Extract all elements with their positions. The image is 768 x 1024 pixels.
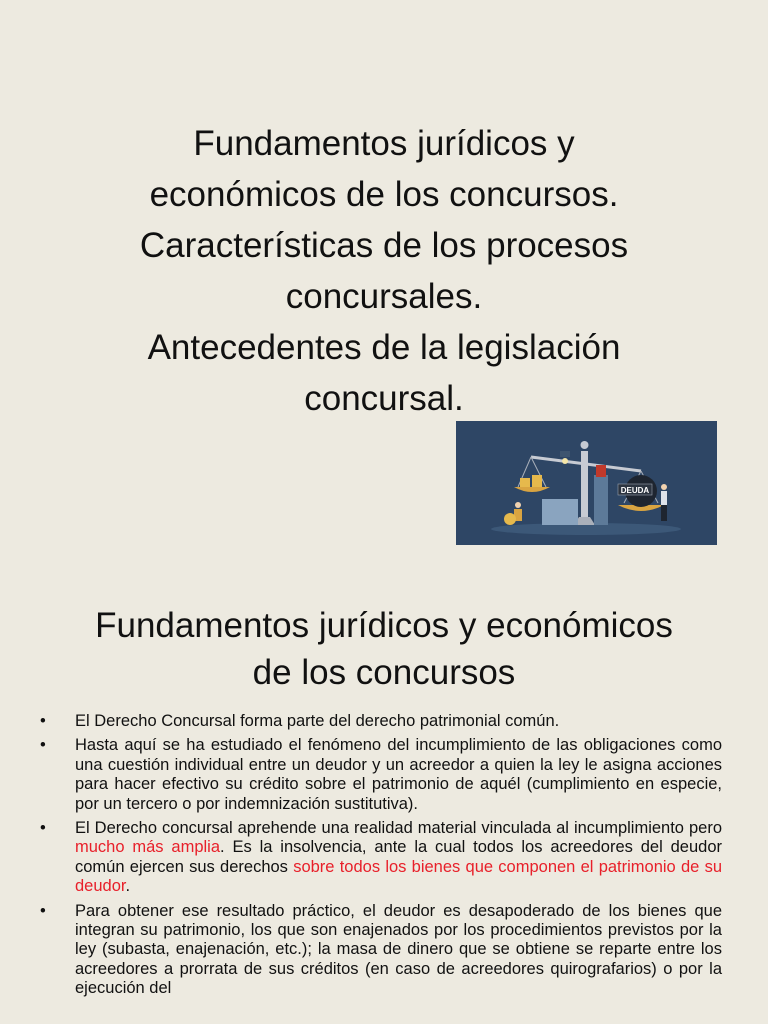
debt-label: DEUDA	[620, 486, 650, 495]
building	[594, 475, 608, 525]
highlighted-text: mucho más amplia	[75, 838, 221, 857]
bullet-text: Para obtener ese resultado práctico, el deudor es desapoderado de los bienes que integran su patrimonio, los que son enajenados por los procedimientos previstos por la ley (subasta, enajenación, etc.); la masa de dinero que se obtiene se reparte entre los acreedores a prorrata de sus créditos (en caso de acreedores quirografarios) o por la ejecución del	[75, 901, 722, 998]
slide-1-title	[0, 118, 768, 424]
bullet-dot: •	[40, 736, 46, 755]
document-stack	[542, 499, 578, 525]
bullet-text: .	[125, 877, 131, 896]
title-line: Fundamentos jurídicos y	[193, 124, 575, 163]
lamp-light	[562, 458, 568, 464]
person-legs	[661, 505, 667, 521]
title-line: económicos de los concursos.	[149, 175, 619, 214]
bullet-dot: •	[40, 712, 46, 730]
scale-of-justice-icon	[456, 421, 717, 545]
person-head	[661, 484, 667, 490]
title-line: concursal.	[304, 379, 464, 418]
title-line: concursales.	[285, 277, 483, 316]
bullet-dot: •	[40, 819, 46, 838]
bullet-item	[40, 712, 722, 731]
bullet-item	[40, 736, 722, 814]
bullet-text: . Es la insolvencia, ante la cual todos los acreedores del deudor común ejercen sus derechos	[75, 838, 722, 876]
gold-coins	[520, 478, 530, 487]
person-head	[515, 502, 521, 508]
slide-2-title	[0, 602, 768, 696]
title-line: Antecedentes de la legislación	[147, 328, 621, 367]
scale-top	[581, 441, 589, 449]
bullet-item	[40, 902, 722, 999]
bullet-text: Hasta aquí se ha estudiado el fenómeno del incumplimiento de las obligaciones como una cuestión individual entre un deudor y un acreedor a quien la ley le asigna acciones para hacer efectivo su crédito sobre el patrimonio de aquél (cumplimiento en especie, por un tercero o por indemnización sustitutiva).	[75, 736, 722, 813]
building-roof	[596, 465, 606, 477]
title-line: de los concursos	[252, 653, 516, 692]
highlighted-text: sobre todos los bienes que componen el patrimonio de su deudor	[75, 857, 723, 896]
bullet-text: El Derecho Concursal forma parte del derecho patrimonial común.	[75, 712, 560, 730]
money-bag	[504, 513, 516, 525]
bullet-dot: •	[40, 901, 46, 920]
left-pan	[514, 487, 550, 492]
title-line: Características de los procesos	[139, 226, 629, 265]
person-body	[661, 491, 667, 505]
bullet-list	[40, 712, 722, 1004]
bullet-text: El Derecho concursal aprehende una realidad material vinculada al incumplimiento pero	[75, 819, 722, 838]
gold-coins	[532, 475, 542, 487]
debt-scale-illustration	[456, 421, 717, 545]
lamp	[560, 451, 570, 457]
title-line: Fundamentos jurídicos y económicos	[95, 606, 673, 645]
bullet-item	[40, 819, 722, 897]
